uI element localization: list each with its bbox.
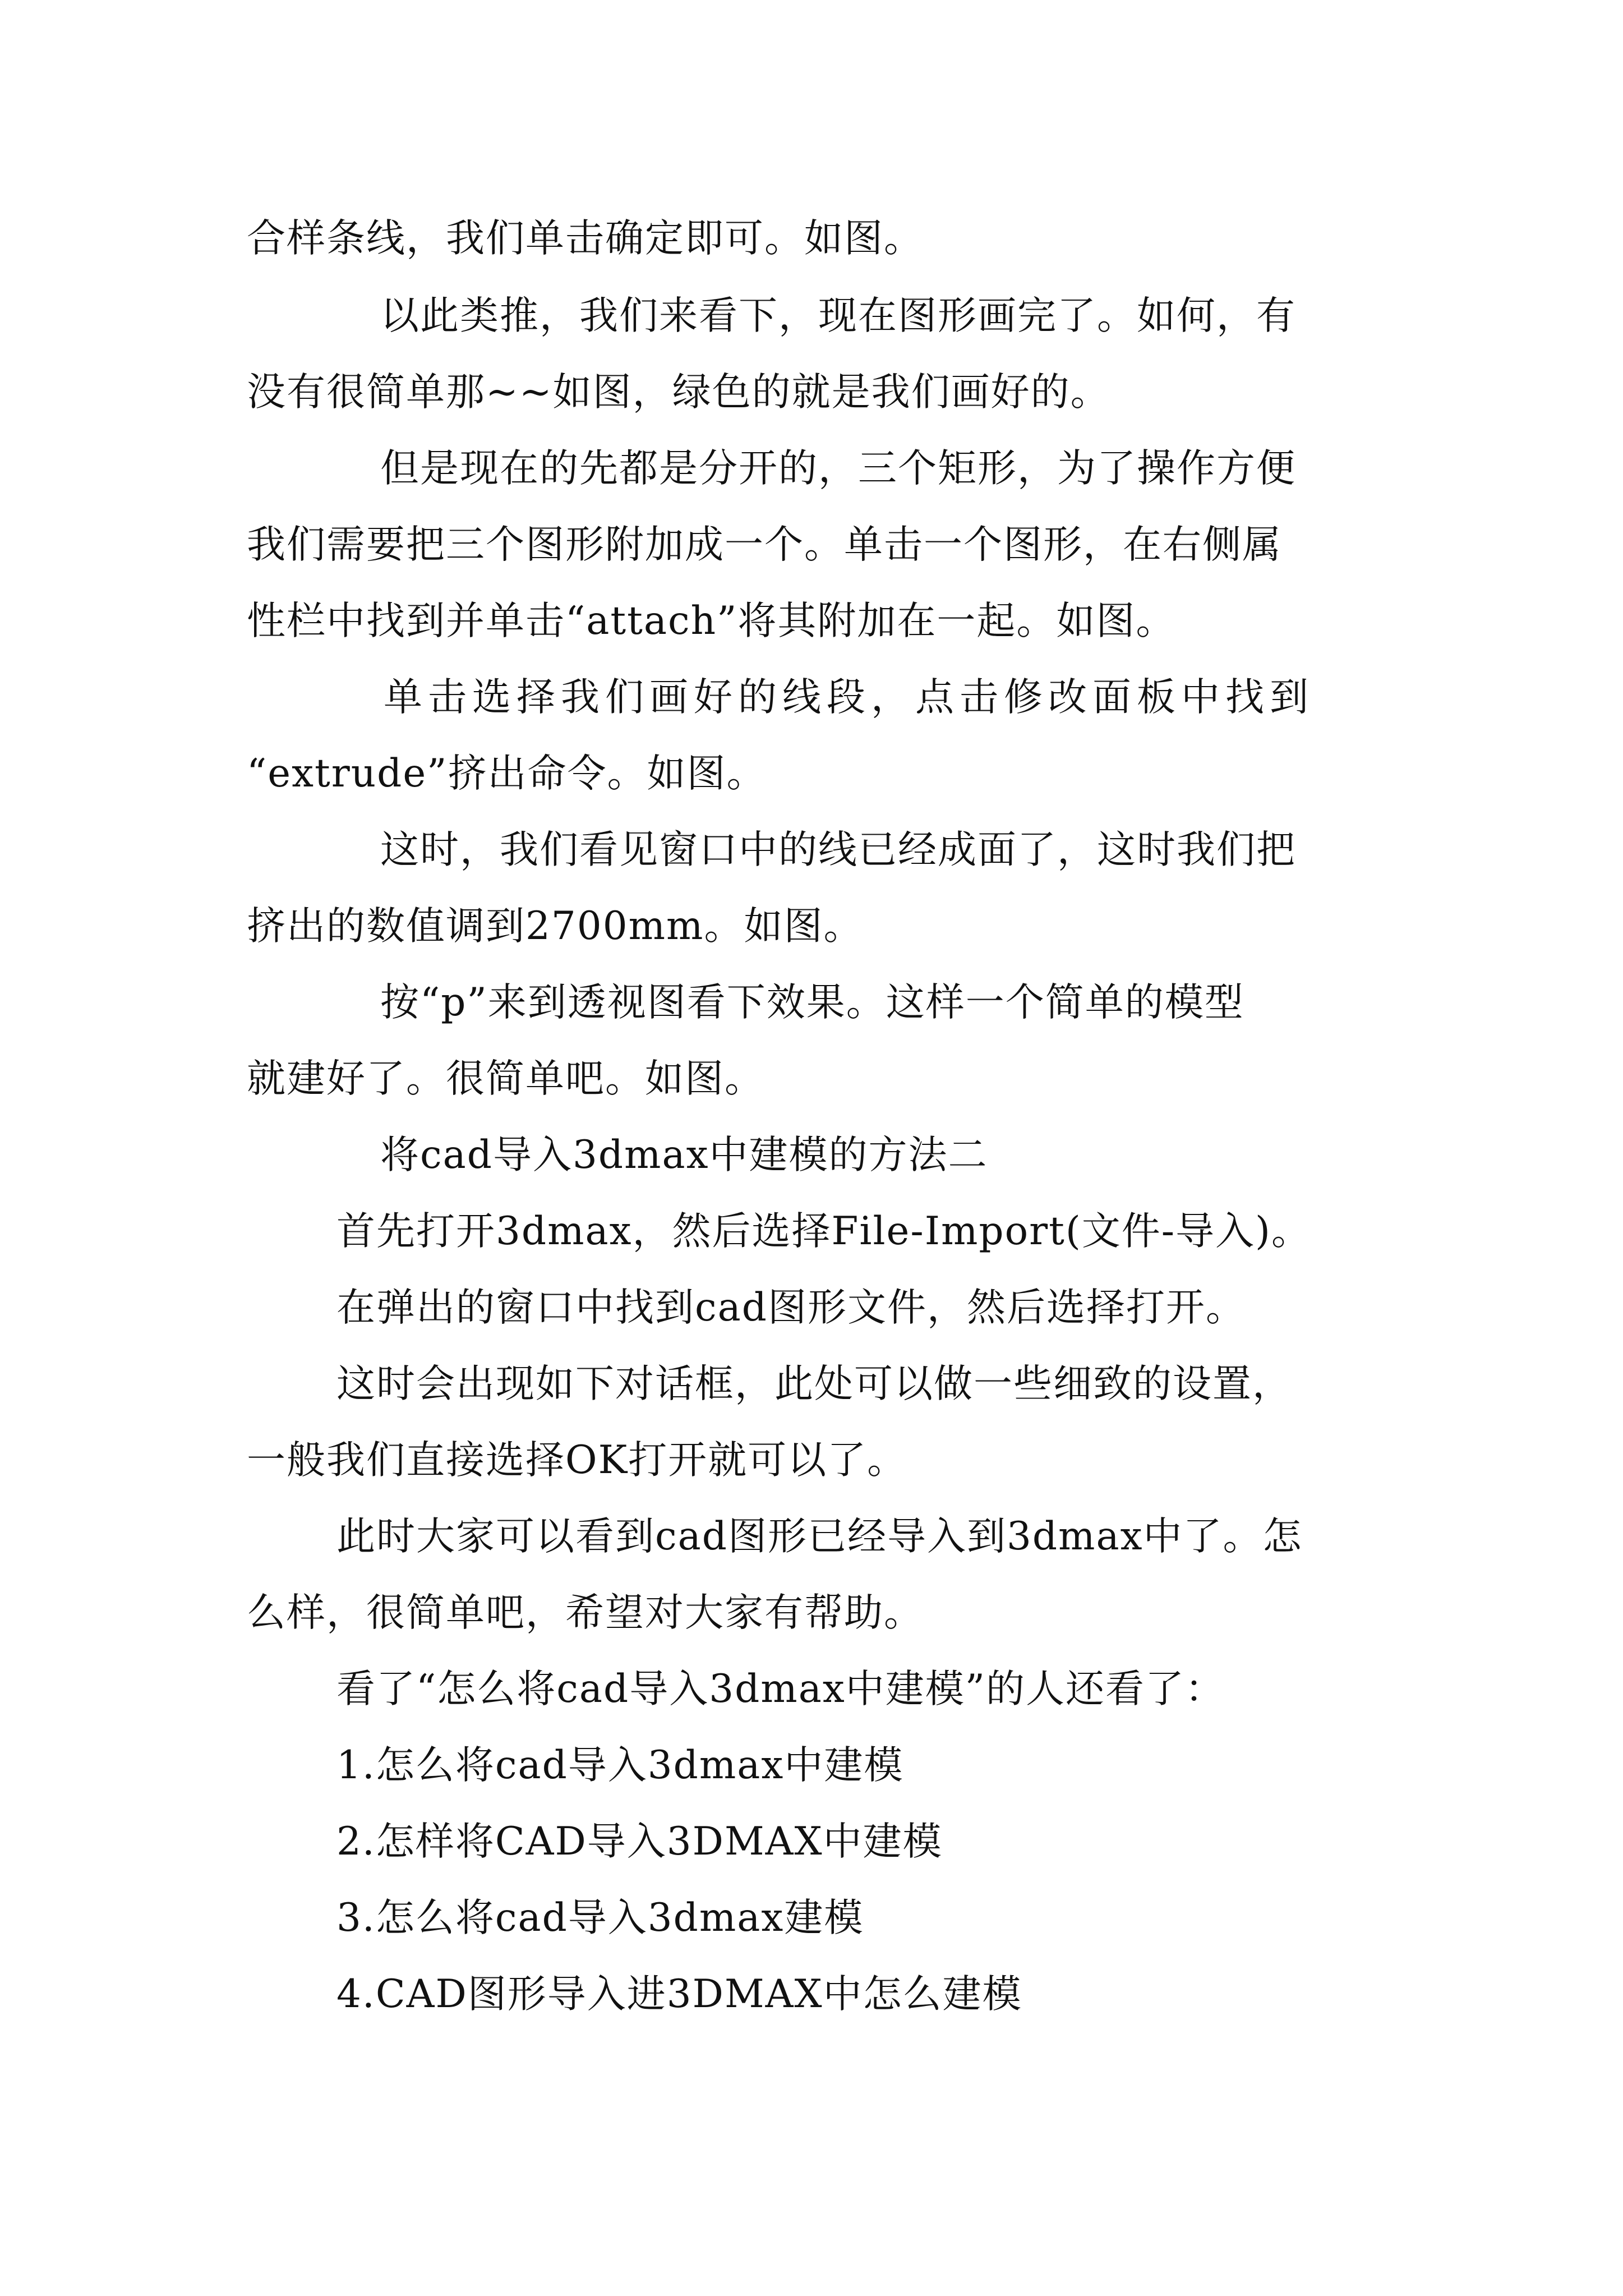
related-link-item[interactable]: 4.CAD图形导入进3DMAX中怎么建模	[336, 1972, 1022, 2017]
related-link-item[interactable]: 2.怎样将CAD导入3DMAX中建模	[336, 1819, 943, 1864]
text-line: 这时，我们看见窗口中的线已经成面了，这时我们把	[380, 827, 1296, 872]
text-line: 但是现在的先都是分开的，三个矩形，为了操作方便	[380, 446, 1296, 491]
related-link-item[interactable]: 1.怎么将cad导入3dmax中建模	[336, 1743, 904, 1788]
related-link-item[interactable]: 3.怎么将cad导入3dmax建模	[336, 1895, 864, 1940]
text-line: 此时大家可以看到cad图形已经导入到3dmax中了。怎	[336, 1514, 1303, 1559]
related-heading: 看了“怎么将cad导入3dmax中建模”的人还看了：	[336, 1667, 1225, 1711]
text-line: 么样，很简单吧，希望对大家有帮助。	[247, 1590, 924, 1635]
text-line: 一般我们直接选择OK打开就可以了。	[247, 1438, 907, 1483]
text-line: 挤出的数值调到2700mm。如图。	[247, 904, 864, 949]
text-line: “extrude”挤出命令。如图。	[247, 751, 767, 796]
text-line: 首先打开3dmax，然后选择File-Import(文件-导入)。	[336, 1209, 1311, 1254]
text-line: 单击选择我们画好的线段，点击修改面板中找到	[384, 675, 1314, 720]
text-line: 合样条线，我们单击确定即可。如图。	[247, 216, 924, 261]
text-line: 没有很简单那~~如图，绿色的就是我们画好的。	[247, 370, 1110, 415]
text-line: 以此类推，我们来看下，现在图形画完了。如何，有	[380, 293, 1296, 338]
text-line: 性栏中找到并单击“attach”将其附加在一起。如图。	[247, 599, 1176, 643]
section-heading: 将cad导入3dmax中建模的方法二	[380, 1133, 988, 1177]
text-line: 我们需要把三个图形附加成一个。单击一个图形，在右侧属	[247, 522, 1282, 567]
text-line: 在弹出的窗口中找到cad图形文件，然后选择打开。	[336, 1285, 1246, 1330]
text-line: 就建好了。很简单吧。如图。	[247, 1056, 764, 1101]
text-line: 这时会出现如下对话框，此处可以做一些细致的设置，	[336, 1361, 1292, 1406]
text-line: 按“p”来到透视图看下效果。这样一个简单的模型	[380, 980, 1244, 1025]
